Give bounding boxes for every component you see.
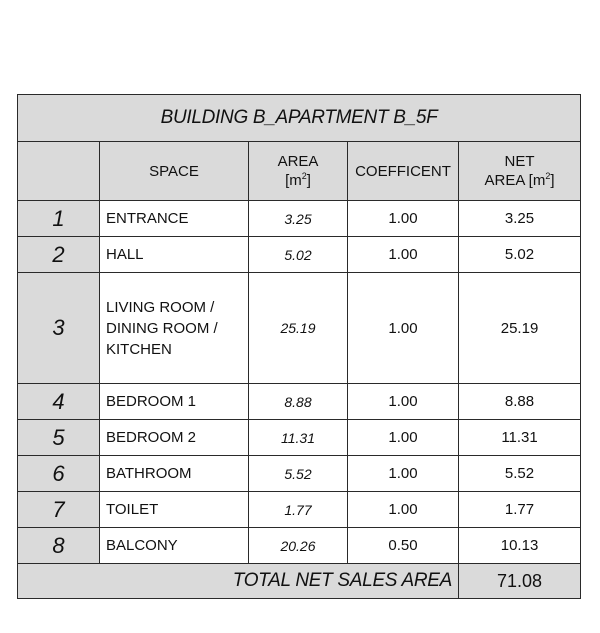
table-row [18, 528, 581, 564]
row-net-area: 25.19 [459, 273, 581, 384]
header-area-unit-close: ] [306, 172, 311, 189]
table-row [18, 492, 581, 528]
row-space: BEDROOM 2 [100, 420, 249, 456]
row-number: 8 [18, 528, 100, 564]
row-number: 4 [18, 384, 100, 420]
row-net-area: 11.31 [459, 420, 581, 456]
row-number: 3 [18, 273, 100, 384]
header-coefficient: COEFFICENT [348, 142, 459, 201]
row-space: TOILET [100, 492, 249, 528]
total-value: 71.08 [459, 564, 581, 599]
row-coefficient: 1.00 [348, 492, 459, 528]
row-area: 5.52 [249, 456, 348, 492]
header-net-unit-exp: 2 [545, 171, 551, 181]
header-net-line2: AREA [m [484, 172, 546, 189]
total-label: TOTAL NET SALES AREA [18, 564, 459, 599]
header-net-line1: NET [504, 153, 535, 170]
row-number: 5 [18, 420, 100, 456]
table-row [18, 273, 581, 384]
row-number: 2 [18, 237, 100, 273]
table-row [18, 237, 581, 273]
header-area [249, 142, 348, 201]
table-row [18, 201, 581, 237]
row-area: 1.77 [249, 492, 348, 528]
row-net-area: 5.52 [459, 456, 581, 492]
header-number-cell [18, 142, 100, 201]
row-number: 6 [18, 456, 100, 492]
row-area: 20.26 [249, 528, 348, 564]
row-net-area: 3.25 [459, 201, 581, 237]
row-coefficient: 0.50 [348, 528, 459, 564]
row-space-line: LIVING ROOM / [106, 298, 215, 316]
row-space: BALCONY [100, 528, 249, 564]
row-space-line: DINING ROOM / [106, 319, 218, 337]
row-space: HALL [100, 237, 249, 273]
table-row [18, 384, 581, 420]
row-net-area: 8.88 [459, 384, 581, 420]
row-space-line: KITCHEN [106, 340, 172, 358]
row-coefficient: 1.00 [348, 273, 459, 384]
header-area-unit-exp: 2 [301, 171, 307, 181]
row-number: 1 [18, 201, 100, 237]
row-net-area: 1.77 [459, 492, 581, 528]
row-area: 5.02 [249, 237, 348, 273]
header-space: SPACE [100, 142, 249, 201]
row-coefficient: 1.00 [348, 456, 459, 492]
row-coefficient: 1.00 [348, 420, 459, 456]
row-coefficient: 1.00 [348, 201, 459, 237]
row-space: BEDROOM 1 [100, 384, 249, 420]
row-area: 11.31 [249, 420, 348, 456]
row-coefficient: 1.00 [348, 384, 459, 420]
table-row [18, 420, 581, 456]
row-net-area: 5.02 [459, 237, 581, 273]
header-net-area [459, 142, 581, 201]
row-space: BATHROOM [100, 456, 249, 492]
row-area: 3.25 [249, 201, 348, 237]
row-space: ENTRANCE [100, 201, 249, 237]
header-net-unit-close: ] [550, 172, 555, 189]
table-row [18, 456, 581, 492]
header-area-label: AREA [277, 153, 319, 170]
row-coefficient: 1.00 [348, 237, 459, 273]
row-area: 25.19 [249, 273, 348, 384]
row-number: 7 [18, 492, 100, 528]
row-net-area: 10.13 [459, 528, 581, 564]
header-area-unit: [m [285, 172, 302, 189]
table-title: BUILDING B_APARTMENT B_5F [18, 95, 581, 142]
row-area: 8.88 [249, 384, 348, 420]
area-table [17, 94, 581, 599]
row-space [100, 273, 249, 384]
